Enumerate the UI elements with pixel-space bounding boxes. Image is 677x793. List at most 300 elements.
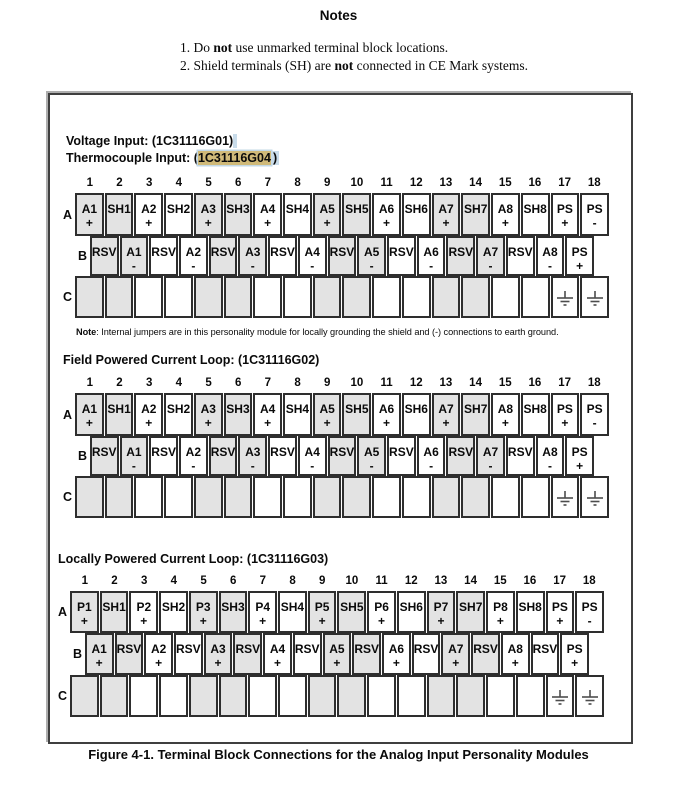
terminal-cell-a-p2 [129,591,158,633]
terminal-cell-unmarked [75,476,104,518]
terminal-cell-a-sh3 [224,193,253,236]
terminal-cell-a-p1 [70,591,99,633]
terminal-label: A2 [185,245,202,259]
terminal-cell-a-sh4 [278,591,307,633]
terminal-cell-a-sh3 [224,393,253,436]
terminal-sign [355,217,358,229]
terminal-sign [400,460,403,472]
terminal-sign [533,417,536,429]
terminal-sign: - [131,459,136,473]
row-label-c: C [57,689,67,703]
column-number: 18 [587,177,601,189]
terminal-cell-unmarked [432,276,461,318]
terminal-cell-a-ps [575,591,604,633]
terminal-cell-unmarked [189,675,218,717]
terminal-cell-a-a8 [491,193,520,236]
terminal-sign [484,657,487,669]
terminal-cell-unmarked [134,276,163,318]
terminal-cell-b-rsv [293,633,322,675]
terminal-cell-unmarked [278,675,307,717]
terminal-sign: - [488,459,493,473]
terminal-label: SH8 [518,600,542,614]
terminal-cell-unmarked [432,476,461,518]
terminal-label: RSV [389,245,414,259]
terminal-label: SH7 [464,202,488,216]
column-number: 8 [289,575,296,587]
column-number: 9 [319,575,326,587]
column-number: 3 [145,377,153,389]
terminal-cell-a-sh7 [461,393,490,436]
terminal-sign: + [264,216,272,230]
terminal-cell-a-a5 [313,193,342,236]
terminal-label: RSV [210,245,236,259]
column-number: 4 [170,575,178,587]
terminal-label: A8 [497,202,514,216]
terminal-sign: + [273,656,281,670]
terminal-sign: + [318,614,326,628]
terminal-sign [519,260,522,272]
terminal-label: A3 [210,642,226,656]
table-note-text: : Internal jumpers are in this personality module for locally grounding the shield and (-) connections to earth ground. [96,327,559,337]
column-number: 10 [345,575,359,587]
terminal-cell-b-a1 [120,436,149,476]
table-note-text: Note [76,327,97,337]
terminal-sign [459,260,462,272]
column-number: 9 [324,177,331,189]
row-label-b: B [77,449,87,463]
terminal-cell-unmarked [219,675,248,717]
terminal-sign: - [592,416,597,430]
terminal-cell-unmarked [372,276,401,318]
terminal-cell-unmarked [313,276,342,318]
terminal-cell-a-sh6 [402,193,431,236]
terminal-cell-b-a5 [357,436,386,476]
earth-ground-cell [580,476,609,518]
row-label-b: B [72,647,82,661]
terminal-cell-b-rsv [352,633,381,675]
search-highlight: ) [272,151,278,165]
column-number: 5 [205,177,212,189]
terminal-sign [177,217,180,229]
terminal-cell-b-rsv [90,236,119,276]
terminal-cell-b-a8 [501,633,530,675]
terminal-row-c [75,276,609,318]
terminal-sign [340,460,343,472]
terminal-cell-a-sh8 [521,193,550,236]
terminal-sign [281,460,284,472]
terminal-label: A5 [319,402,335,416]
note-text: use unmarked terminal block locations. [232,40,449,55]
terminal-label: SH1 [107,202,131,216]
terminal-label: A6 [388,642,405,656]
column-number: 2 [111,575,118,587]
column-numbers [75,377,609,391]
column-numbers [75,177,609,191]
terminal-cell-unmarked [194,276,223,318]
note-item [180,57,528,75]
terminal-label: RSV [294,642,320,656]
terminal-cell-b-a2 [179,436,208,476]
terminal-cell-b-a2 [144,633,173,675]
terminal-cell-b-a5 [357,236,386,276]
terminal-label: A3 [200,202,216,216]
earth-ground-cell [551,276,580,318]
terminal-label: SH7 [459,600,483,614]
terminal-label: RSV [151,245,176,259]
terminal-label: RSV [389,445,414,459]
terminal-cell-unmarked [461,476,490,518]
terminal-label: RSV [329,445,355,459]
terminal-label: A5 [363,245,380,259]
note-text: not [213,40,233,55]
terminal-sign: + [85,416,93,430]
terminal-cell-b-a7 [476,436,505,476]
terminal-cell-b-rsv [387,236,416,276]
terminal-cell-b-a8 [536,436,565,476]
column-number: 3 [145,177,153,189]
terminal-sign [543,657,546,669]
terminal-label: A8 [542,445,558,459]
terminal-sign: + [501,416,509,430]
terminal-row-a [70,591,604,633]
terminal-cell-b-a7 [441,633,470,675]
terminal-label: A2 [141,402,157,416]
column-number: 2 [116,177,123,189]
terminal-label: SH4 [285,402,310,416]
terminal-label: P4 [255,600,271,614]
terminal-label: A4 [304,245,320,259]
terminal-cell-unmarked [491,476,520,518]
terminal-label: A4 [269,642,286,656]
terminal-cell-b-a4 [298,436,327,476]
terminal-label: A3 [245,245,261,259]
terminal-sign: + [383,416,391,430]
terminal-sign: - [131,259,136,273]
terminal-cell-unmarked [372,476,401,518]
terminal-cell-b-rsv [233,633,262,675]
terminal-label: PS [586,202,603,216]
column-number: 6 [229,575,237,587]
terminal-cell-b-rsv [90,436,119,476]
earth-ground-cell [551,476,580,518]
column-number: 10 [350,377,364,389]
column-number: 10 [350,177,364,189]
terminal-label: SH7 [464,402,488,416]
terminal-cell-unmarked [134,476,163,518]
terminal-cell-a-sh4 [283,393,312,436]
terminal-label: SH6 [399,600,423,614]
figure-caption: Figure 4-1. Terminal Block Connections for the Analog Input Personality Modules [88,747,589,762]
column-number: 12 [409,177,423,189]
column-number: 17 [553,575,566,587]
terminal-sign [236,417,239,429]
terminal-label: SH6 [404,402,428,416]
column-number: 15 [493,575,507,587]
terminal-label: SH1 [102,600,126,614]
terminal-cell-b-a7 [476,236,505,276]
terminal-sign: + [452,656,460,670]
terminal-label: PS [556,402,573,416]
terminal-cell-b-a2 [179,236,208,276]
terminal-cell-b-rsv [328,436,357,476]
search-highlight: 1C31116G04 [197,151,271,165]
terminal-sign [296,217,299,229]
terminal-cell-a-sh5 [342,393,371,436]
terminal-label: SH2 [161,600,186,614]
terminal-sign [103,460,106,472]
terminal-label: RSV [270,245,295,259]
terminal-label: SH3 [226,402,250,416]
terminal-sign [103,260,106,272]
terminal-label: A8 [507,642,523,656]
terminal-cell-unmarked [521,476,550,518]
terminal-cell-a-sh6 [397,591,426,633]
note-text: 1. Do [180,40,214,55]
terminal-cell-unmarked [342,476,371,518]
column-number: 6 [234,377,242,389]
terminal-sign: - [369,459,374,473]
column-number: 1 [86,377,94,389]
terminal-row-a [75,393,609,436]
terminal-label: SH1 [107,402,131,416]
terminal-label: RSV [532,642,558,656]
terminal-sign: + [556,614,564,628]
terminal-cell-a-a2 [134,193,163,236]
terminal-label: A1 [81,202,98,216]
terminal-sign [281,260,284,272]
terminal-cell-a-sh8 [516,591,545,633]
column-number: 11 [375,575,388,587]
terminal-sign: + [511,656,519,670]
terminal-sign [355,417,358,429]
terminal-cell-unmarked [253,276,282,318]
row-label-a: A [57,605,67,619]
column-number: 12 [404,575,418,587]
terminal-cell-b-ps [565,436,594,476]
row-label-b: B [77,249,87,263]
earth-ground-icon [554,490,576,507]
row-label-a: A [62,407,72,422]
terminal-cell-unmarked [159,675,188,717]
terminal-row-b [90,236,594,276]
terminal-sign: + [264,416,272,430]
terminal-sign: + [496,614,504,628]
column-number: 8 [294,377,301,389]
terminal-label: RSV [448,245,474,259]
column-number: 7 [264,177,272,189]
terminal-cell-a-sh5 [342,193,371,236]
terminal-sign: + [145,216,153,230]
terminal-cell-a-p5 [308,591,337,633]
terminal-cell-unmarked [486,675,515,717]
terminal-cell-a-sh2 [164,193,193,236]
table-title-text: Thermocouple Input: ( [66,151,198,165]
terminal-sign: - [191,459,196,473]
terminal-sign: + [199,614,207,628]
terminal-cell-unmarked [164,476,193,518]
terminal-cell-b-a4 [298,236,327,276]
terminal-cell-unmarked [461,276,490,318]
table-title-field-powered-current-loop [63,352,319,369]
terminal-sign: - [310,459,315,473]
terminal-sign: + [576,259,584,273]
terminal-cell-a-p6 [367,591,396,633]
terminal-label: RSV [507,445,533,459]
terminal-label: P6 [374,600,389,614]
note-text: not [334,58,354,73]
terminal-sign [474,217,477,229]
terminal-sign: + [80,614,88,628]
terminal-sign: + [323,416,331,430]
terminal-label: P3 [195,600,211,614]
earth-ground-icon [584,290,606,307]
terminal-label: RSV [235,642,261,656]
terminal-cell-a-a7 [432,393,461,436]
terminal-cell-unmarked [75,276,104,318]
terminal-sign: + [214,656,222,670]
terminal-label: RSV [413,642,439,656]
terminal-cell-unmarked [129,675,158,717]
terminal-sign: + [561,416,569,430]
column-number: 4 [175,177,183,189]
terminal-sign: - [587,614,592,628]
column-number: 6 [234,177,242,189]
terminal-sign [533,217,536,229]
column-number: 9 [324,377,331,389]
terminal-label: P1 [77,600,92,614]
terminal-sign: + [333,656,341,670]
terminal-cell-b-a8 [536,236,565,276]
terminal-cell-a-sh1 [100,591,129,633]
terminal-sign: + [383,216,391,230]
terminal-cell-a-sh6 [402,393,431,436]
terminal-cell-b-rsv [387,436,416,476]
terminal-label: PS [566,642,583,656]
terminal-sign: + [85,216,93,230]
terminal-label: A2 [141,202,157,216]
figure-box [48,93,633,744]
terminal-label: A5 [319,202,335,216]
terminal-cell-a-a3 [194,193,223,236]
terminal-label: PS [586,402,603,416]
terminal-label: PS [571,445,588,459]
terminal-label: P8 [493,600,508,614]
column-number: 15 [498,377,512,389]
terminal-cell-b-rsv [412,633,441,675]
terminal-label: RSV [354,642,379,656]
terminal-sign: - [429,459,434,473]
terminal-label: SH4 [285,202,310,216]
terminal-cell-b-rsv [328,236,357,276]
terminal-label: A7 [482,445,499,459]
terminal-cell-unmarked [456,675,485,717]
terminal-cell-a-sh8 [521,393,550,436]
column-number: 2 [116,377,123,389]
earth-ground-icon [549,689,571,706]
terminal-cell-a-sh7 [461,193,490,236]
terminal-cell-a-p8 [486,591,515,633]
terminal-label: PS [551,600,568,614]
terminal-sign [117,217,120,229]
terminal-label: SH8 [523,402,547,416]
terminal-sign [172,615,175,627]
terminal-label: RSV [116,642,142,656]
column-number: 13 [434,575,448,587]
terminal-cell-unmarked [337,675,366,717]
column-number: 1 [81,575,89,587]
terminal-cell-unmarked [308,675,337,717]
terminal-sign: - [547,459,552,473]
terminal-sign [340,260,343,272]
terminal-sign [236,217,239,229]
table-note [76,327,559,337]
terminal-sign [410,615,413,627]
terminal-cell-b-a3 [238,436,267,476]
terminal-sign: - [488,259,493,273]
terminal-label: A3 [245,445,261,459]
column-number: 18 [587,377,601,389]
terminal-label: RSV [91,245,117,259]
terminal-cell-b-a6 [382,633,411,675]
terminal-sign [415,417,418,429]
terminal-label: A1 [91,642,107,656]
terminal-sign: + [204,216,212,230]
terminal-sign [474,417,477,429]
terminal-cell-a-sh7 [456,591,485,633]
column-number: 5 [200,575,207,587]
terminal-cell-a-sh4 [283,193,312,236]
earth-ground-cell [580,276,609,318]
column-number: 7 [264,377,272,389]
terminal-label: A2 [150,642,167,656]
terminal-cell-a-sh1 [105,193,134,236]
terminal-cell-a-ps [580,193,609,236]
terminal-cell-a-sh2 [159,591,188,633]
terminal-cell-b-ps [565,236,594,276]
terminal-label: A1 [126,245,142,259]
column-number: 14 [464,575,477,587]
terminal-sign [246,657,249,669]
column-number: 5 [205,377,212,389]
terminal-cell-unmarked [491,276,520,318]
terminal-sign: + [140,614,148,628]
column-number: 13 [439,177,453,189]
notes-list [180,39,528,75]
terminal-cell-a-ps [551,393,580,436]
terminal-cell-unmarked [402,476,431,518]
terminal-cell-a-sh5 [337,591,366,633]
terminal-cell-b-a1 [85,633,114,675]
terminal-label: A2 [185,445,202,459]
terminal-sign: - [310,259,315,273]
terminal-sign [365,657,368,669]
terminal-cell-b-rsv [149,236,178,276]
column-number: 11 [380,177,393,189]
earth-ground-icon [579,689,601,706]
terminal-sign [231,615,234,627]
terminal-cell-a-a6 [372,393,401,436]
terminal-sign: + [501,216,509,230]
terminal-cell-a-ps [551,193,580,236]
terminal-label: A4 [260,202,276,216]
terminal-sign [162,460,165,472]
terminal-cell-unmarked [342,276,371,318]
terminal-label: A8 [497,402,514,416]
terminal-cell-b-rsv [506,436,535,476]
terminal-sign [162,260,165,272]
column-number: 11 [380,377,393,389]
terminal-label: RSV [151,445,176,459]
